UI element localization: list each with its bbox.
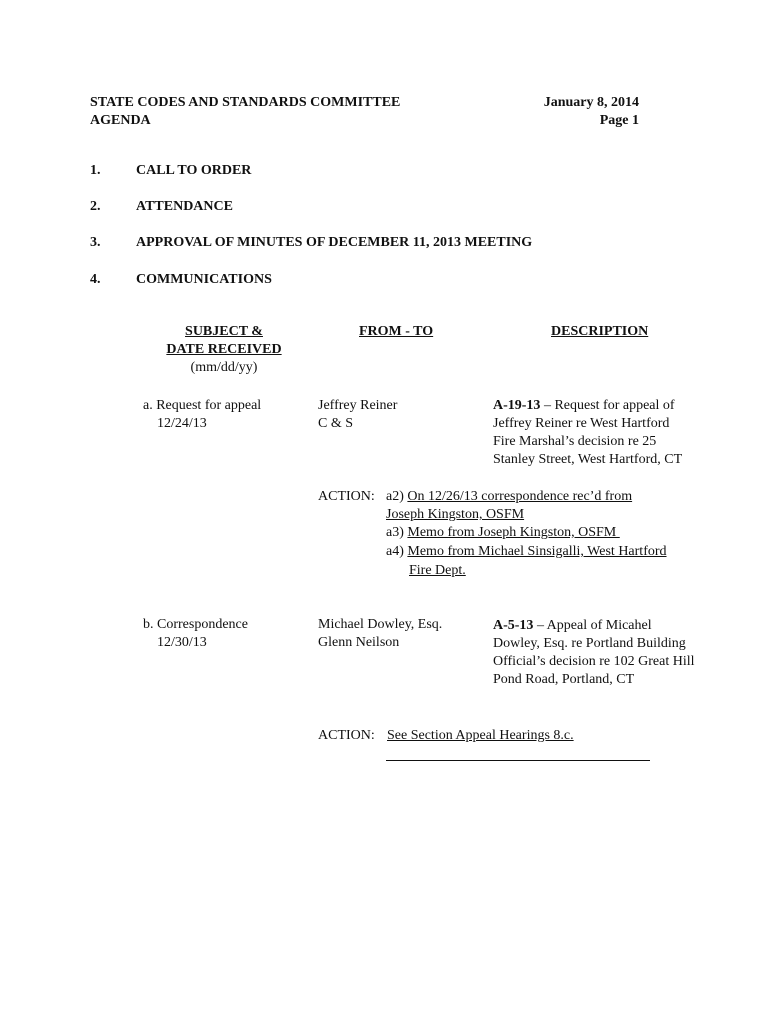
entry-a-action-a2-cont: Joseph Kingston, OSFM bbox=[386, 507, 525, 522]
entry-b-action-text: See Section Appeal Hearings 8.c. bbox=[387, 728, 574, 743]
header-date-received: DATE RECEIVED bbox=[166, 342, 282, 357]
entry-a-description-line3: Fire Marshal’s decision re 25 bbox=[493, 434, 657, 449]
entry-a-to: C & S bbox=[318, 416, 354, 431]
entry-a-from: Jeffrey Reiner bbox=[318, 398, 398, 413]
header-description: DESCRIPTION bbox=[551, 324, 649, 339]
item-title-attendance: ATTENDANCE bbox=[136, 199, 233, 214]
header-from-to: FROM - TO bbox=[359, 324, 434, 339]
item-number-3: 3. bbox=[90, 235, 101, 250]
entry-a-action-a4-cont: Fire Dept. bbox=[409, 563, 466, 578]
committee-title: STATE CODES AND STANDARDS COMMITTEE bbox=[90, 95, 401, 110]
entry-a-action-label: ACTION: bbox=[318, 489, 375, 504]
entry-b-to: Glenn Neilson bbox=[318, 635, 400, 650]
page-number: Page 1 bbox=[599, 113, 639, 128]
entry-b-description-line2: Dowley, Esq. re Portland Building bbox=[493, 636, 686, 651]
item-number-2: 2. bbox=[90, 199, 101, 214]
entry-b-date: 12/30/13 bbox=[157, 635, 207, 650]
entry-a-description-line4: Stanley Street, West Hartford, CT bbox=[493, 452, 683, 467]
entry-b-subject: b. Correspondence bbox=[143, 617, 248, 632]
entry-a-action-a3: a3) Memo from Joseph Kingston, OSFM bbox=[386, 525, 620, 540]
action-blank-line bbox=[386, 760, 650, 761]
entry-b-description-line1: A-5-13 – Appeal of Micahel bbox=[493, 618, 652, 633]
item-title-communications: COMMUNICATIONS bbox=[136, 272, 272, 287]
entry-a-subject: a. Request for appeal bbox=[143, 398, 262, 413]
item-title-call-to-order: CALL TO ORDER bbox=[136, 163, 252, 178]
entry-b-description-line4: Pond Road, Portland, CT bbox=[493, 672, 635, 687]
entry-a-appeal-id: A-19-13 bbox=[493, 398, 541, 413]
item-number-4: 4. bbox=[90, 272, 101, 287]
entry-b-action-label: ACTION: bbox=[318, 728, 375, 743]
entry-a-action-a2: a2) On 12/26/13 correspondence rec’d from bbox=[386, 489, 633, 504]
entry-a-description-line1: A-19-13 – Request for appeal of bbox=[493, 398, 675, 413]
entry-b-from: Michael Dowley, Esq. bbox=[318, 617, 443, 632]
item-title-approval-minutes: APPROVAL OF MINUTES OF DECEMBER 11, 2013 MEETING bbox=[136, 235, 533, 250]
item-number-1: 1. bbox=[90, 163, 101, 178]
entry-a-description-line2: Jeffrey Reiner re West Hartford bbox=[493, 416, 670, 431]
agenda-label: AGENDA bbox=[90, 113, 151, 128]
entry-a-date: 12/24/13 bbox=[157, 416, 207, 431]
entry-b-appeal-id: A-5-13 bbox=[493, 618, 534, 633]
header-date-format: (mm/dd/yy) bbox=[190, 360, 258, 375]
header-subject: SUBJECT & bbox=[185, 324, 263, 339]
entry-b-description-line3: Official’s decision re 102 Great Hill bbox=[493, 654, 695, 669]
entry-a-action-a4: a4) Memo from Michael Sinsigalli, West Hartford bbox=[386, 544, 667, 559]
meeting-date: January 8, 2014 bbox=[543, 95, 639, 110]
